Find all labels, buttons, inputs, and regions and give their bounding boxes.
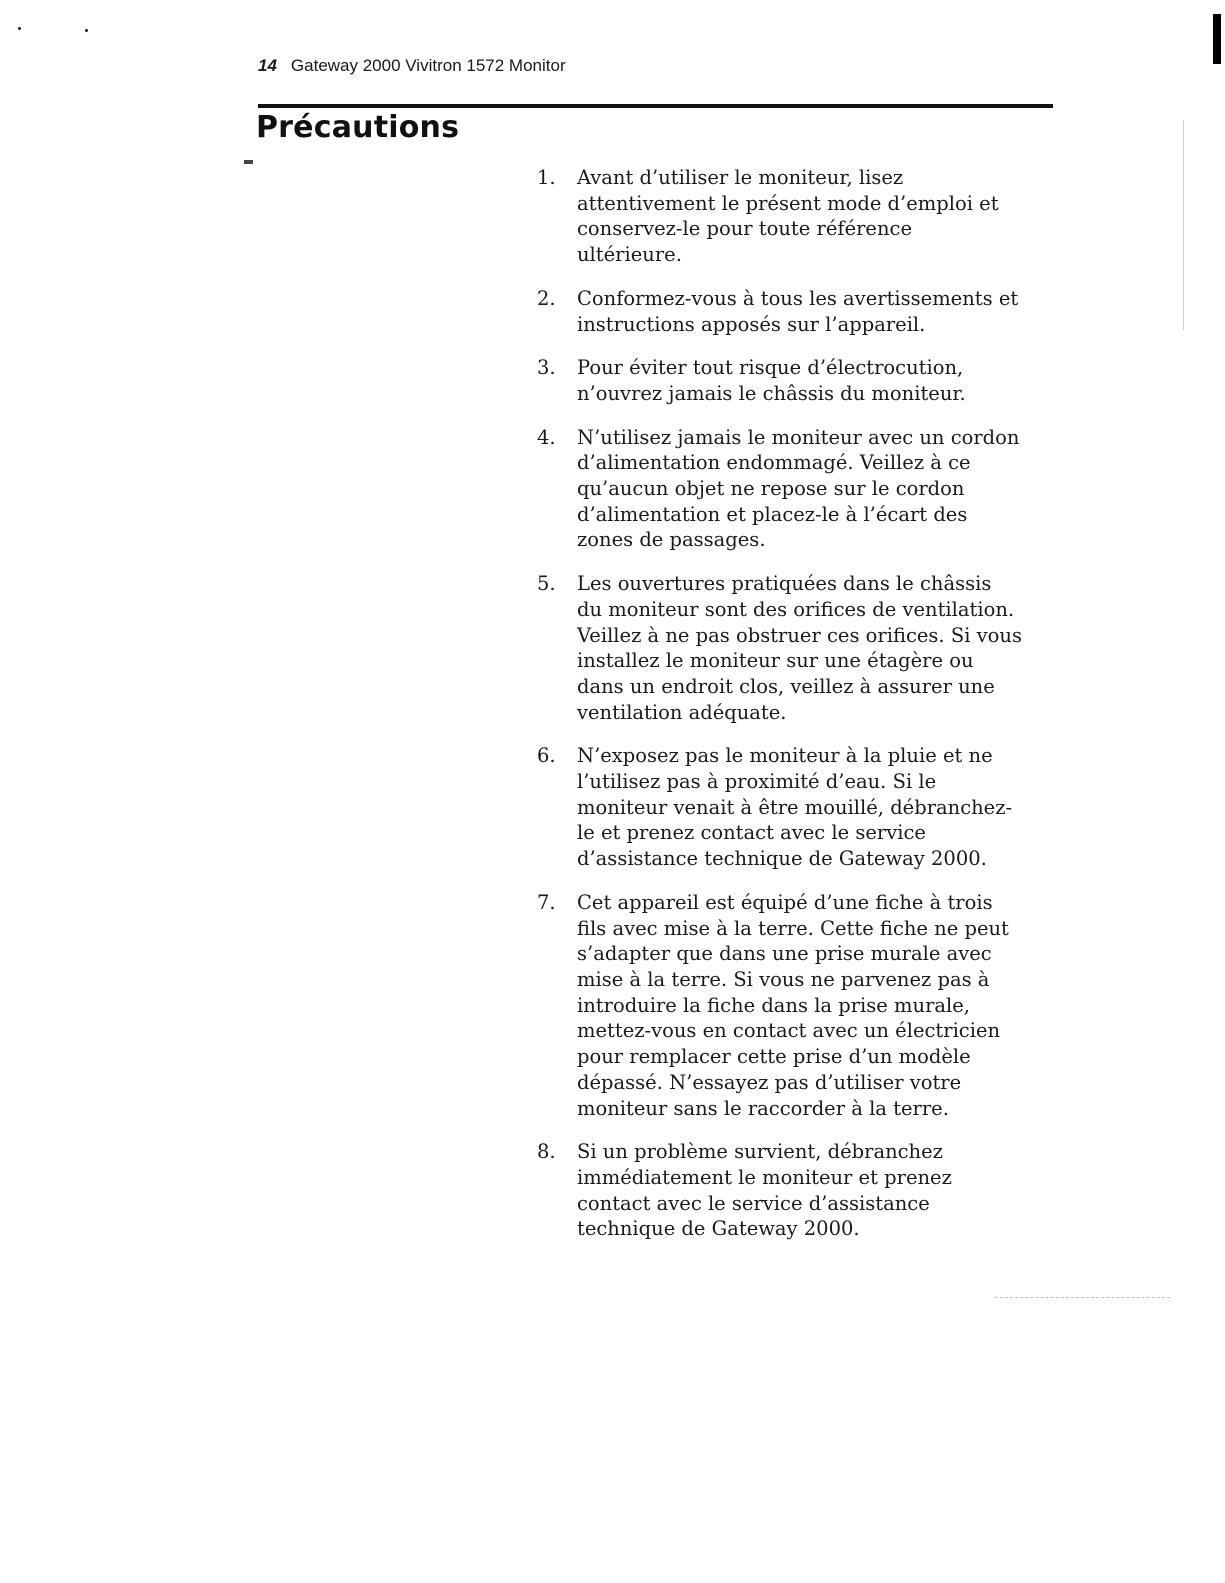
header-rule (258, 104, 1053, 108)
scan-dashed-artifact (995, 1297, 1170, 1299)
item-text: Si un problème survient, débranchez immédiatement le moniteur et prenez contact avec le service d’assistance technique de Gateway 2000. (577, 1140, 952, 1241)
running-title: Gateway 2000 Vivitron 1572 Monitor (290, 56, 566, 75)
item-text: Pour éviter tout risque d’électrocution, n’ouvrez jamais le châssis du moniteur. (577, 356, 966, 405)
item-text: Cet appareil est équipé d’une fiche à trois fils avec mise à la terre. Cette fiche ne peut s’adapter que dans une prise murale avec mise à la terre. Si vous ne parvenez pas à introduire la fiche dans la prise murale, mettez-vous en contact avec un électricien pour remplacer cette prise d’un modèle dépassé. N’essayez pas d’utiliser votre moniteur sans le raccorder à la terre. (577, 890, 1009, 1120)
scan-speck (85, 29, 88, 32)
list-item (537, 571, 1022, 725)
running-header (258, 56, 566, 76)
item-text: N’exposez pas le moniteur à la pluie et ne l’utilisez pas à proximité d’eau. Si le moniteur venait à être mouillé, débranchez-le et prenez contact avec le service d’assistance technique de Gateway 2000. (577, 744, 1013, 871)
list-item (537, 165, 1022, 268)
item-number: 7. (537, 890, 556, 914)
item-number: 5. (537, 572, 556, 596)
item-text: Avant d’utiliser le moniteur, lisez attentivement le présent mode d’emploi et conservez-le pour toute référence ultérieure. (577, 166, 999, 267)
list-item (537, 355, 1022, 406)
scan-margin-line (1183, 120, 1184, 330)
list-item (537, 1139, 1022, 1242)
item-text: Conformez-vous à tous les avertissements et instructions apposés sur l’appareil. (577, 286, 1019, 336)
item-number: 2. (537, 286, 556, 310)
item-text: Les ouvertures pratiquées dans le châssis du moniteur sont des orifices de ventilation. Veillez à ne pas obstruer ces orifices. Si vous installez le moniteur sur une étagère ou dans un endroit clos, veillez à assurer une ventilation adéquate. (577, 572, 1022, 724)
page-number: 14 (258, 56, 277, 75)
list-item (537, 286, 1022, 337)
item-text: N’utilisez jamais le moniteur avec un cordon d’alimentation endommagé. Veillez à ce qu’aucun objet ne repose sur le cordon d’alimentation et placez-le à l’écart des zones de passages. (577, 425, 1020, 552)
scan-speck (244, 160, 253, 164)
item-number: 8. (537, 1140, 556, 1164)
scan-speck (18, 27, 21, 30)
section-title: Précautions (256, 110, 460, 145)
item-number: 3. (537, 356, 556, 380)
list-item (537, 743, 1022, 872)
precautions-list (537, 165, 1022, 1260)
item-number: 6. (537, 744, 556, 768)
list-item (537, 425, 1022, 554)
item-number: 4. (537, 425, 556, 449)
list-item (537, 890, 1022, 1121)
item-number: 1. (537, 166, 556, 189)
scan-edge-mark (1213, 14, 1221, 64)
